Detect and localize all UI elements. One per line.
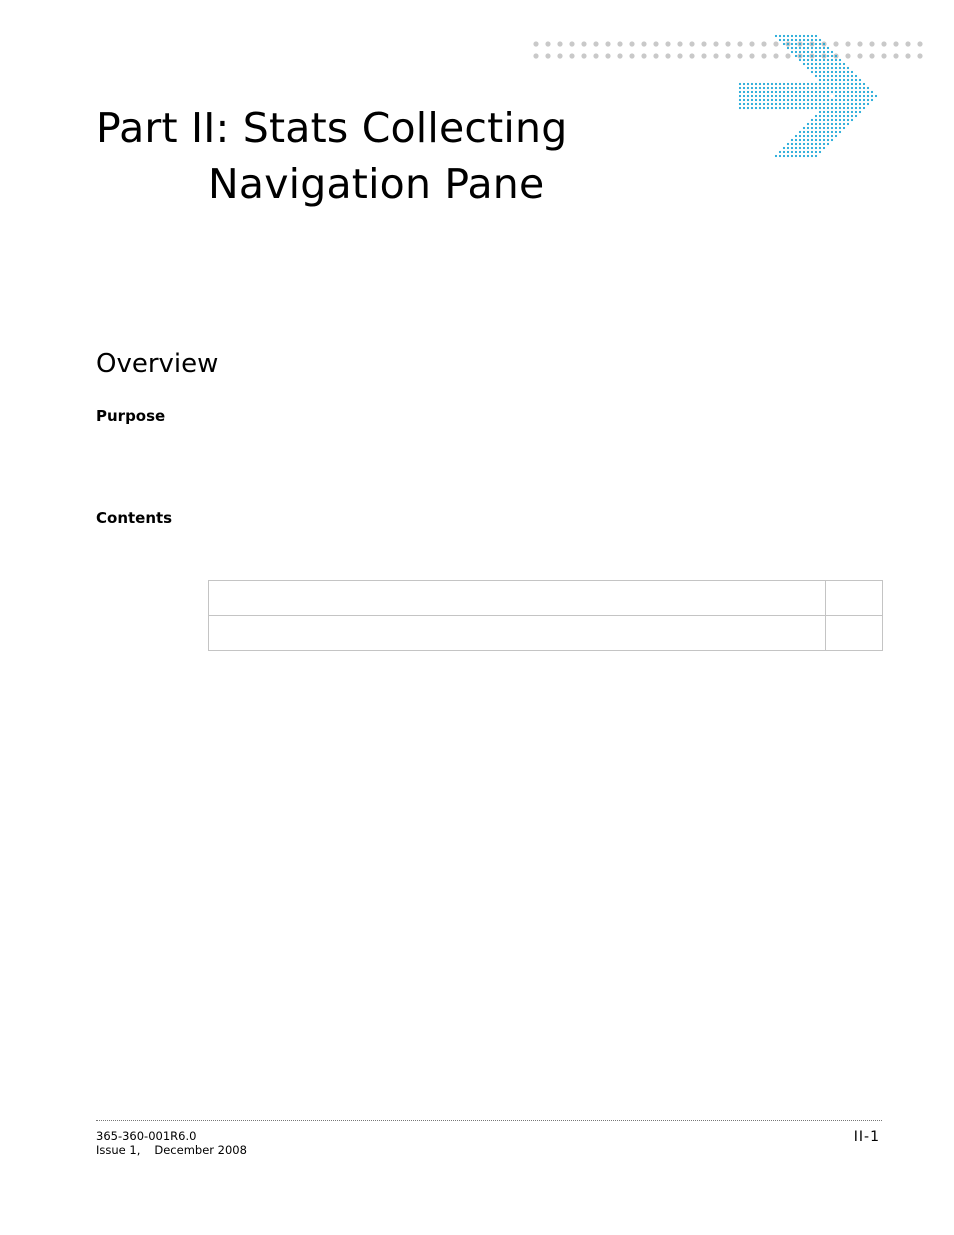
page-title xyxy=(96,100,716,212)
contents-heading: Contents xyxy=(96,509,173,527)
issue-line xyxy=(96,1143,247,1157)
title-line-1: Part II: Stats Collecting xyxy=(96,104,568,152)
table-row xyxy=(209,581,883,616)
table-cell-page xyxy=(826,581,883,616)
overview-heading: Overview xyxy=(96,349,219,379)
contents-table xyxy=(208,580,883,651)
footer-info xyxy=(96,1129,247,1157)
title-line-2: Navigation Pane xyxy=(208,160,545,208)
table-row xyxy=(209,616,883,651)
footer-divider xyxy=(96,1120,882,1121)
table-cell-page xyxy=(826,616,883,651)
table-cell-topic xyxy=(209,616,826,651)
page-number: II-1 xyxy=(853,1129,880,1145)
issue-date: December 2008 xyxy=(154,1143,247,1157)
issue-label: Issue 1, xyxy=(96,1143,141,1157)
purpose-heading: Purpose xyxy=(96,407,166,425)
doc-number: 365-360-001R6.0 xyxy=(96,1129,197,1143)
table-cell-topic xyxy=(209,581,826,616)
